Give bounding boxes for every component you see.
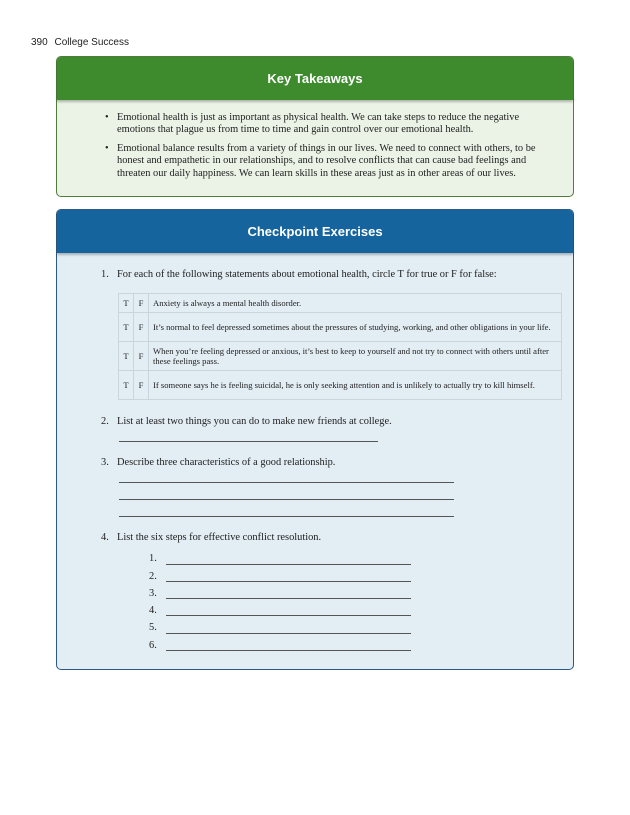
key-takeaways-title: Key Takeaways	[57, 57, 573, 100]
question-text: For each of the following statements about emotional health, circle T for true or F for false:	[117, 269, 497, 280]
table-row	[119, 313, 562, 342]
true-option[interactable]: T	[119, 294, 134, 313]
question-4	[101, 531, 321, 544]
answer-line[interactable]	[166, 581, 411, 582]
answer-line[interactable]	[119, 516, 454, 517]
question-3	[101, 456, 335, 469]
true-option[interactable]: T	[119, 313, 134, 342]
step-number: 1.	[149, 553, 157, 564]
book-title: College Success	[54, 37, 129, 48]
statement-text: If someone says he is feeling suicidal, he is only seeking attention and is unlikely to actually try to kill himself.	[149, 371, 562, 400]
answer-line[interactable]	[166, 650, 411, 651]
question-number: 3.	[101, 457, 109, 468]
step-number: 6.	[149, 640, 157, 651]
list-item	[105, 142, 573, 180]
question-number: 2.	[101, 416, 109, 427]
question-text: Describe three characteristics of a good relationship.	[117, 457, 336, 468]
checkpoint-exercises-title: Checkpoint Exercises	[57, 210, 573, 253]
step-number: 4.	[149, 605, 157, 616]
false-option[interactable]: F	[134, 342, 149, 371]
false-option[interactable]: F	[134, 294, 149, 313]
answer-line[interactable]	[166, 633, 411, 634]
checkpoint-exercises-box	[56, 209, 574, 670]
table-row	[119, 342, 562, 371]
question-number: 4.	[101, 532, 109, 543]
step-number: 3.	[149, 588, 157, 599]
running-head	[31, 37, 129, 48]
question-number: 1.	[101, 269, 109, 280]
statement-text: When you’re feeling depressed or anxious, it’s best to keep to yourself and not try to connect with others until after these feelings pass.	[149, 342, 562, 371]
answer-line[interactable]	[166, 598, 411, 599]
false-option[interactable]: F	[134, 313, 149, 342]
step-number: 2.	[149, 571, 157, 582]
answer-line[interactable]	[119, 482, 454, 483]
true-option[interactable]: T	[119, 371, 134, 400]
takeaways-list	[57, 112, 573, 180]
table-row	[119, 371, 562, 400]
takeaway-text: Emotional balance results from a variety of things in our lives. We need to connect with others, to be honest and empathetic in our relationships, and to resolve conflicts that can cause bad feelings and threaten our daily happiness. We can learn skills in these areas just as in other areas of our lives.	[117, 142, 536, 179]
answer-line[interactable]	[166, 564, 411, 565]
statement-text: Anxiety is always a mental health disorder.	[149, 294, 562, 313]
question-1	[101, 268, 497, 281]
true-option[interactable]: T	[119, 342, 134, 371]
answer-line[interactable]	[119, 499, 454, 500]
table-row	[119, 294, 562, 313]
question-text: List at least two things you can do to make new friends at college.	[117, 416, 392, 427]
question-2	[101, 415, 392, 428]
step-number: 5.	[149, 622, 157, 633]
statement-text: It’s normal to feel depressed sometimes about the pressures of studying, working, and other obligations in your life.	[149, 313, 562, 342]
answer-line[interactable]	[166, 615, 411, 616]
bullet-icon: •	[105, 142, 109, 154]
bullet-icon: •	[105, 112, 109, 123]
true-false-table	[118, 293, 562, 400]
question-text: List the six steps for effective conflict resolution.	[117, 532, 322, 543]
page-number: 390	[31, 37, 48, 48]
answer-line[interactable]	[119, 441, 378, 442]
false-option[interactable]: F	[134, 371, 149, 400]
list-item	[105, 112, 573, 137]
key-takeaways-box	[56, 56, 574, 197]
takeaway-text: Emotional health is just as important as physical health. We can take steps to reduce the negative emotions that plague us from time to time and gain control over our emotional health.	[117, 112, 520, 136]
